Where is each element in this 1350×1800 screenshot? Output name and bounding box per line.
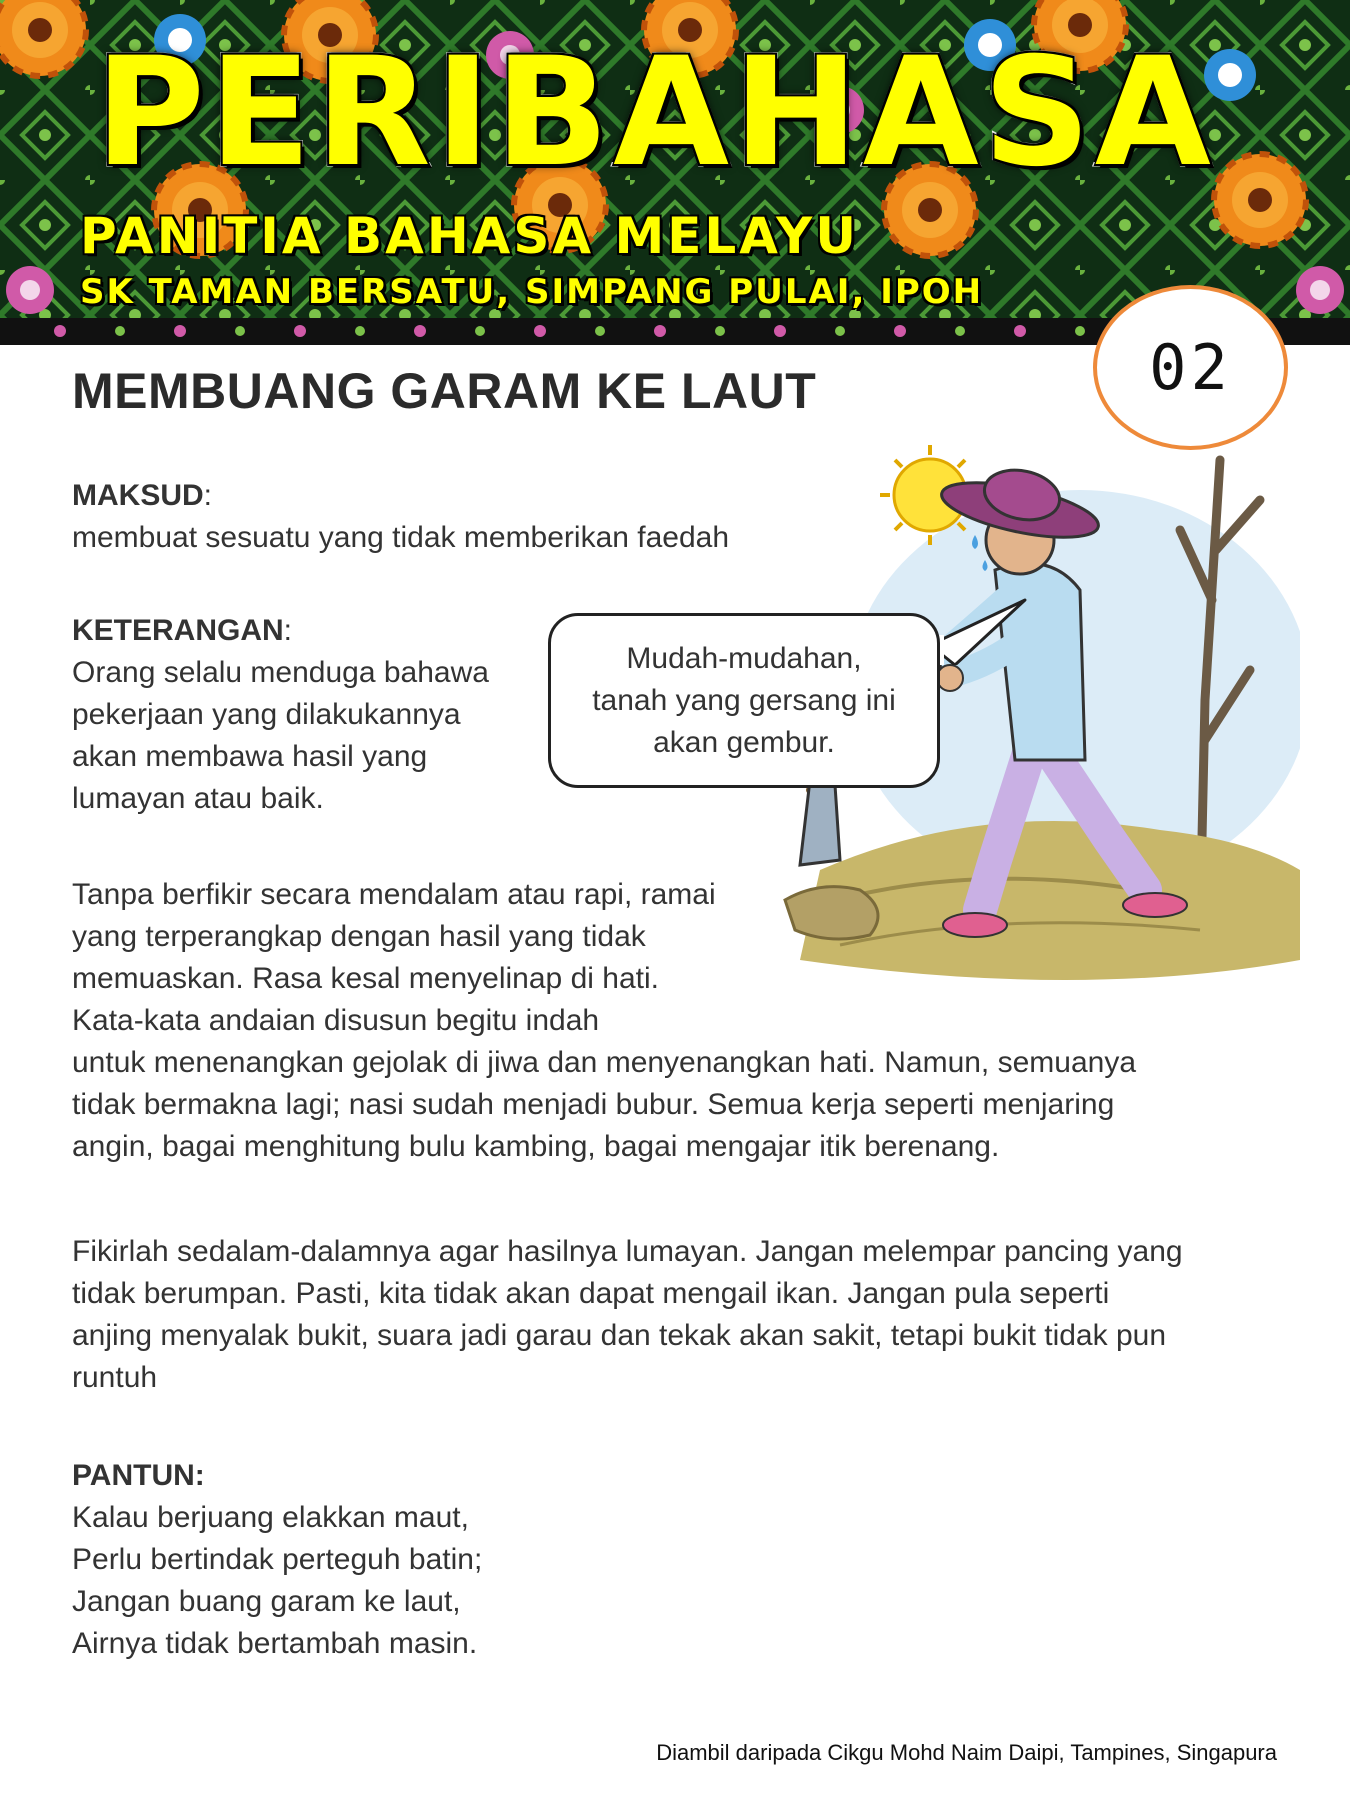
maksud-colon: : — [203, 479, 213, 512]
pantun-line: Airnya tidak bertambah masin. — [72, 1627, 478, 1660]
banner-subtitle: PANITIA BAHASA MELAYU — [80, 207, 859, 265]
maksud-text: membuat sesuatu yang tidak memberikan faedah — [72, 521, 730, 554]
speech-bubble-line: Mudah-mudahan, — [626, 641, 862, 675]
keterangan-para2-line: yang terperangkap dengan hasil yang tidak — [72, 920, 646, 953]
keterangan-para1-line: lumayan atau baik. — [72, 782, 324, 815]
keterangan-para1-line: pekerjaan yang dilakukannya — [72, 698, 461, 731]
banner-school-name: SK TAMAN BERSATU, SIMPANG PULAI, IPOH — [80, 272, 984, 312]
keterangan-para2-line: Tanpa berfikir secara mendalam atau rapi, ramai — [72, 878, 716, 911]
speech-bubble-line: tanah yang gersang ini — [592, 683, 896, 717]
keterangan-para2-line: memuaskan. Rasa kesal menyelinap di hati. — [72, 962, 659, 995]
pantun-line: Perlu bertindak perteguh batin; — [72, 1543, 483, 1576]
pantun-line: Jangan buang garam ke laut, — [72, 1585, 461, 1618]
keterangan-paragraph-3 — [72, 1231, 1183, 1399]
pantun-label: PANTUN: — [72, 1459, 205, 1492]
maksud-label: MAKSUD — [72, 479, 204, 512]
keterangan-para2-line: tidak bermakna lagi; nasi sudah menjadi bubur. Semua kerja seperti menjaring — [72, 1088, 1115, 1121]
maksud-section — [72, 475, 729, 559]
speech-bubble-line: akan gembur. — [653, 725, 835, 759]
keterangan-para1-line: Orang selalu menduga bahawa — [72, 656, 489, 689]
pantun-section — [72, 1455, 482, 1665]
page-number-badge — [1093, 285, 1288, 450]
page-number: 02 — [1149, 331, 1232, 404]
keterangan-para2-line: angin, bagai menghitung bulu kambing, bagai mengajar itik berenang. — [72, 1130, 1000, 1163]
speech-bubble-tail — [930, 595, 1030, 665]
keterangan-para3-line: anjing menyalak bukit, suara jadi garau dan tekak akan sakit, tetapi bukit tidak pun — [72, 1319, 1167, 1352]
keterangan-para3-line: tidak berumpan. Pasti, kita tidak akan dapat mengail ikan. Jangan pula seperti — [72, 1277, 1110, 1310]
source-credit: Diambil daripada Cikgu Mohd Naim Daipi, Tampines, Singapura — [656, 1740, 1277, 1765]
keterangan-para2-line: untuk menenangkan gejolak di jiwa dan menyenangkan hati. Namun, semuanya — [72, 1046, 1137, 1079]
proverb-title: MEMBUANG GARAM KE LAUT — [72, 363, 817, 419]
keterangan-section — [72, 610, 489, 820]
pantun-line: Kalau berjuang elakkan maut, — [72, 1501, 469, 1534]
banner-title: PERIBAHASA — [95, 26, 1215, 200]
keterangan-para3-line: runtuh — [72, 1361, 158, 1394]
keterangan-label: KETERANGAN — [72, 614, 284, 647]
keterangan-para2-line: Kata-kata andaian disusun begitu indah — [72, 1004, 600, 1037]
speech-bubble — [548, 613, 940, 788]
keterangan-para3-line: Fikirlah sedalam-dalamnya agar hasilnya lumayan. Jangan melempar pancing yang — [72, 1235, 1183, 1268]
keterangan-para1-line: akan membawa hasil yang — [72, 740, 428, 773]
keterangan-colon: : — [283, 614, 293, 647]
